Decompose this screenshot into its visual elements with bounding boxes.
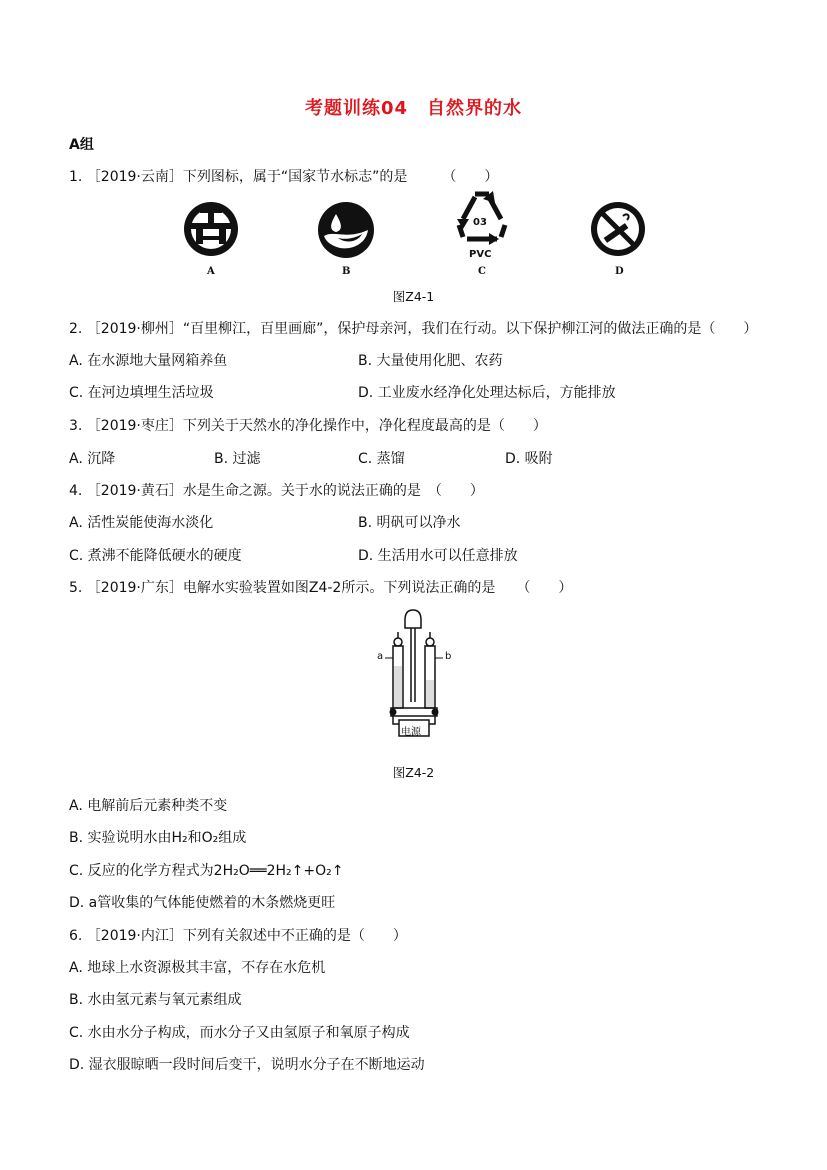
figure-caption-1: 图Z4-1	[392, 289, 435, 304]
page-title: 考题训练04 自然界的水	[304, 98, 523, 119]
q4-option-c: C. 煮沸不能降低硬水的硬度	[69, 548, 242, 564]
tube-b-label: b	[445, 651, 452, 662]
q6-option-a: A. 地球上水资源极其丰富，不存在水危机	[69, 960, 326, 976]
group-label: A组	[69, 137, 94, 153]
water-saving-icon	[316, 200, 376, 260]
q6-option-c: C. 水由水分子构成，而水分子又由氢原子和氧原子构成	[69, 1025, 410, 1041]
tube-a-label: a	[377, 651, 384, 662]
q3-option-b: B. 过滤	[214, 451, 261, 467]
recycle-material: PVC	[469, 249, 492, 260]
question-3-stem: 3. ［2019·枣庄］下列关于天然水的净化操作中，净化程度最高的是（ ）	[69, 418, 547, 434]
icon-label-b: B	[342, 266, 351, 277]
q2-option-a: A. 在水源地大量网箱养鱼	[69, 353, 228, 369]
q3-option-c: C. 蒸馏	[358, 451, 405, 467]
icon-label-c: C	[478, 266, 486, 277]
question-1-stem: 1. ［2019·云南］下列图标，属于“国家节水标志”的是 （ ）	[69, 169, 499, 185]
recycle-code: 03	[473, 217, 487, 228]
q5-option-a: A. 电解前后元素种类不变	[69, 798, 228, 814]
q2-option-b: B. 大量使用化肥、农药	[358, 353, 503, 369]
pipe-valve-icon	[182, 200, 240, 258]
power-source-label: 电源	[401, 727, 421, 738]
question-5-stem: 5. ［2019·广东］电解水实验装置如图Z4-2所示。下列说法正确的是 （ ）	[69, 580, 573, 596]
question-2-stem: 2. ［2019·柳州］“百里柳江，百里画廊”，保护母亲河，我们在行动。以下保护柳江河的做法正确的是（ ）	[69, 321, 758, 337]
q3-option-d: D. 吸附	[505, 451, 553, 467]
q5-option-b: B. 实验说明水由H₂和O₂组成	[69, 830, 247, 846]
q5-option-c: C. 反应的化学方程式为2H₂O══2H₂↑+O₂↑	[69, 863, 344, 879]
q6-option-b: B. 水由氢元素与氧元素组成	[69, 992, 242, 1008]
q3-option-a: A. 沉降	[69, 451, 116, 467]
q4-option-d: D. 生活用水可以任意排放	[358, 548, 518, 564]
question-6-stem: 6. ［2019·内江］下列有关叙述中不正确的是（ ）	[69, 928, 407, 944]
no-smoking-icon	[589, 200, 647, 258]
q2-option-c: C. 在河边填埋生活垃圾	[69, 385, 214, 401]
icon-label-a: A	[207, 266, 215, 277]
q5-option-d: D. a管收集的气体能使燃着的木条燃烧更旺	[69, 895, 336, 911]
question-4-stem: 4. ［2019·黄石］水是生命之源。关于水的说法正确的是 （ ）	[69, 483, 484, 499]
figure-caption-2: 图Z4-2	[392, 765, 435, 780]
q4-option-b: B. 明矾可以净水	[358, 515, 461, 531]
icon-label-d: D	[615, 266, 624, 277]
q4-option-a: A. 活性炭能使海水淡化	[69, 515, 214, 531]
q2-option-d: D. 工业废水经净化处理达标后，方能排放	[358, 385, 616, 401]
q6-option-d: D. 湿衣服晾晒一段时间后变干，说明水分子在不断地运动	[69, 1057, 425, 1073]
